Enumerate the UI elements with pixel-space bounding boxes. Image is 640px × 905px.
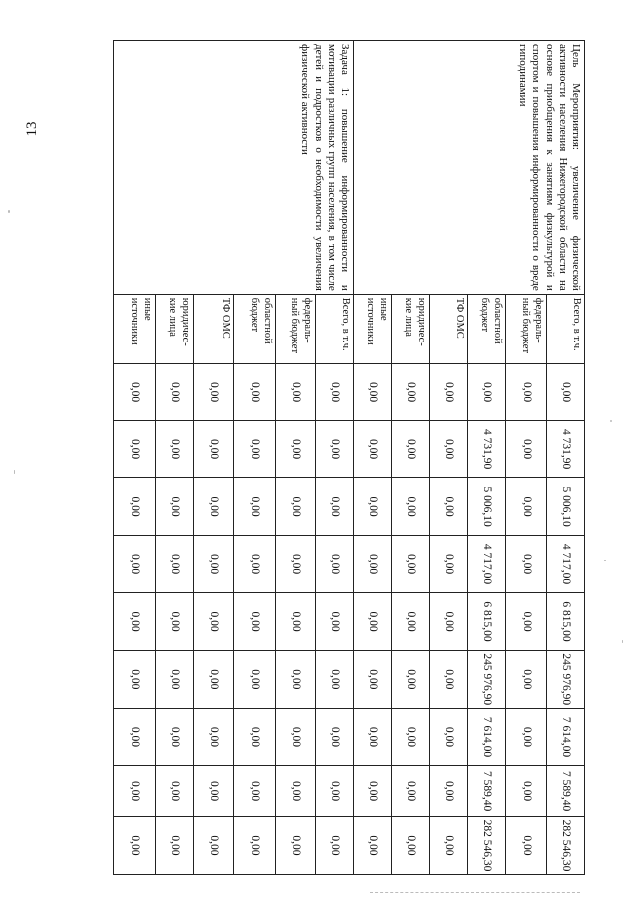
goal-cell: Цель Мероприятия: увеличение физической активности населения Нижегородской области на основе приобщения к занятиям физкультурой и спортом и повышения информированности о вреде гиподинамии	[354, 41, 585, 295]
task-cell: Задача 1: повышение информированности и мотивации различных групп населения, в том числе детей и подростков о необходимости увеличения физической активности	[114, 41, 354, 295]
value-cell: 6 815,00	[547, 593, 585, 650]
value-cell: 0,00	[316, 593, 354, 650]
funding-source-cell: иные источники	[114, 294, 156, 363]
scan-speck	[8, 210, 10, 213]
value-cell: 0,00	[506, 364, 547, 421]
value-cell: 0,00	[156, 478, 194, 535]
value-cell: 7 589,40	[547, 766, 585, 817]
value-cell: 0,00	[194, 535, 234, 592]
value-cell: 0,00	[506, 593, 547, 650]
value-cell: 0,00	[114, 650, 156, 708]
value-cell: 0,00	[156, 364, 194, 421]
value-cell: 0,00	[114, 816, 156, 874]
value-cell: 0,00	[506, 766, 547, 817]
value-cell: 0,00	[276, 650, 316, 708]
value-cell: 0,00	[506, 420, 547, 477]
value-cell: 0,00	[316, 708, 354, 765]
value-cell: 0,00	[194, 593, 234, 650]
value-cell: 0,00	[156, 708, 194, 765]
scan-speck	[14, 470, 15, 474]
value-cell: 0,00	[392, 478, 430, 535]
rotated-content	[45, 40, 585, 875]
value-cell: 0,00	[506, 816, 547, 874]
value-cell: 0,00	[392, 593, 430, 650]
value-cell: 0,00	[430, 766, 468, 817]
value-cell: 0,00	[430, 535, 468, 592]
value-cell: 282 546,30	[547, 816, 585, 874]
value-cell: 0,00	[430, 650, 468, 708]
value-cell: 0,00	[234, 650, 276, 708]
value-cell: 7 589,40	[468, 766, 506, 817]
value-cell: 0,00	[114, 766, 156, 817]
value-cell: 0,00	[354, 766, 392, 817]
value-cell: 0,00	[194, 650, 234, 708]
funding-source-cell: федераль-ный бюджет	[276, 294, 316, 363]
value-cell: 0,00	[114, 420, 156, 477]
funding-source-cell: иные источники	[354, 294, 392, 363]
value-cell: 0,00	[156, 593, 194, 650]
value-cell: 0,00	[430, 420, 468, 477]
value-cell: 0,00	[194, 420, 234, 477]
value-cell: 0,00	[156, 766, 194, 817]
value-cell: 4 717,00	[547, 535, 585, 592]
value-cell: 0,00	[234, 535, 276, 592]
value-cell: 5 006,10	[547, 478, 585, 535]
value-cell: 0,00	[430, 593, 468, 650]
value-cell: 0,00	[354, 816, 392, 874]
table-canvas	[45, 40, 585, 875]
value-cell: 0,00	[234, 478, 276, 535]
funding-source-cell: Всего, в т.ч.	[316, 294, 354, 363]
value-cell: 0,00	[276, 708, 316, 765]
value-cell: 0,00	[276, 816, 316, 874]
funding-source-cell: федераль-ный бюджет	[506, 294, 547, 363]
value-cell: 0,00	[506, 708, 547, 765]
value-cell: 0,00	[392, 364, 430, 421]
value-cell: 4 731,90	[547, 420, 585, 477]
budget-table	[113, 40, 585, 875]
value-cell: 0,00	[234, 593, 276, 650]
value-cell: 0,00	[234, 766, 276, 817]
scan-artifact	[370, 892, 580, 899]
funding-source-cell: ТФ ОМС	[194, 294, 234, 363]
value-cell: 0,00	[114, 535, 156, 592]
value-cell: 0,00	[506, 478, 547, 535]
value-cell: 0,00	[194, 364, 234, 421]
value-cell: 0,00	[316, 816, 354, 874]
funding-source-cell: юридичес-кие лица	[156, 294, 194, 363]
value-cell: 0,00	[194, 708, 234, 765]
value-cell: 0,00	[392, 420, 430, 477]
value-cell: 0,00	[316, 535, 354, 592]
value-cell: 0,00	[392, 816, 430, 874]
value-cell: 0,00	[354, 593, 392, 650]
value-cell: 7 614,00	[547, 708, 585, 765]
funding-source-cell: областной бюджет	[234, 294, 276, 363]
value-cell: 0,00	[156, 535, 194, 592]
value-cell: 0,00	[156, 420, 194, 477]
value-cell: 0,00	[468, 364, 506, 421]
value-cell: 0,00	[316, 766, 354, 817]
value-cell: 6 815,00	[468, 593, 506, 650]
value-cell: 0,00	[430, 364, 468, 421]
value-cell: 0,00	[234, 708, 276, 765]
value-cell: 0,00	[276, 766, 316, 817]
value-cell: 0,00	[430, 478, 468, 535]
value-cell: 0,00	[354, 364, 392, 421]
table-row	[316, 41, 354, 875]
value-cell: 0,00	[114, 708, 156, 765]
value-cell: 0,00	[354, 650, 392, 708]
value-cell: 0,00	[354, 478, 392, 535]
value-cell: 0,00	[392, 535, 430, 592]
value-cell: 282 546,30	[468, 816, 506, 874]
value-cell: 0,00	[392, 650, 430, 708]
value-cell: 0,00	[194, 766, 234, 817]
funding-source-cell: ТФ ОМС	[430, 294, 468, 363]
value-cell: 245 976,90	[468, 650, 506, 708]
value-cell: 0,00	[392, 766, 430, 817]
value-cell: 0,00	[156, 650, 194, 708]
value-cell: 0,00	[194, 478, 234, 535]
value-cell: 245 976,90	[547, 650, 585, 708]
value-cell: 0,00	[276, 420, 316, 477]
value-cell: 0,00	[316, 420, 354, 477]
value-cell: 0,00	[506, 650, 547, 708]
value-cell: 0,00	[354, 535, 392, 592]
value-cell: 0,00	[316, 650, 354, 708]
value-cell: 0,00	[114, 478, 156, 535]
value-cell: 0,00	[430, 816, 468, 874]
scan-speck	[610, 420, 612, 422]
funding-source-cell: областной бюджет	[468, 294, 506, 363]
value-cell: 0,00	[547, 364, 585, 421]
value-cell: 0,00	[114, 364, 156, 421]
value-cell: 0,00	[430, 708, 468, 765]
table-row	[547, 41, 585, 875]
value-cell: 0,00	[194, 816, 234, 874]
value-cell: 0,00	[234, 816, 276, 874]
value-cell: 0,00	[354, 420, 392, 477]
scan-speck	[622, 640, 623, 643]
value-cell: 0,00	[354, 708, 392, 765]
value-cell: 0,00	[276, 364, 316, 421]
value-cell: 0,00	[316, 364, 354, 421]
value-cell: 0,00	[316, 478, 354, 535]
page-number: 13	[24, 121, 40, 137]
value-cell: 4 731,90	[468, 420, 506, 477]
value-cell: 5 006,10	[468, 478, 506, 535]
value-cell: 0,00	[392, 708, 430, 765]
value-cell: 0,00	[506, 535, 547, 592]
value-cell: 0,00	[114, 593, 156, 650]
funding-source-cell: Всего, в т.ч.	[547, 294, 585, 363]
value-cell: 0,00	[276, 593, 316, 650]
value-cell: 7 614,00	[468, 708, 506, 765]
funding-source-cell: юридичес-кие лица	[392, 294, 430, 363]
value-cell: 0,00	[234, 364, 276, 421]
scan-speck	[604, 560, 606, 561]
value-cell: 0,00	[276, 478, 316, 535]
value-cell: 0,00	[234, 420, 276, 477]
value-cell: 0,00	[156, 816, 194, 874]
value-cell: 4 717,00	[468, 535, 506, 592]
value-cell: 0,00	[276, 535, 316, 592]
